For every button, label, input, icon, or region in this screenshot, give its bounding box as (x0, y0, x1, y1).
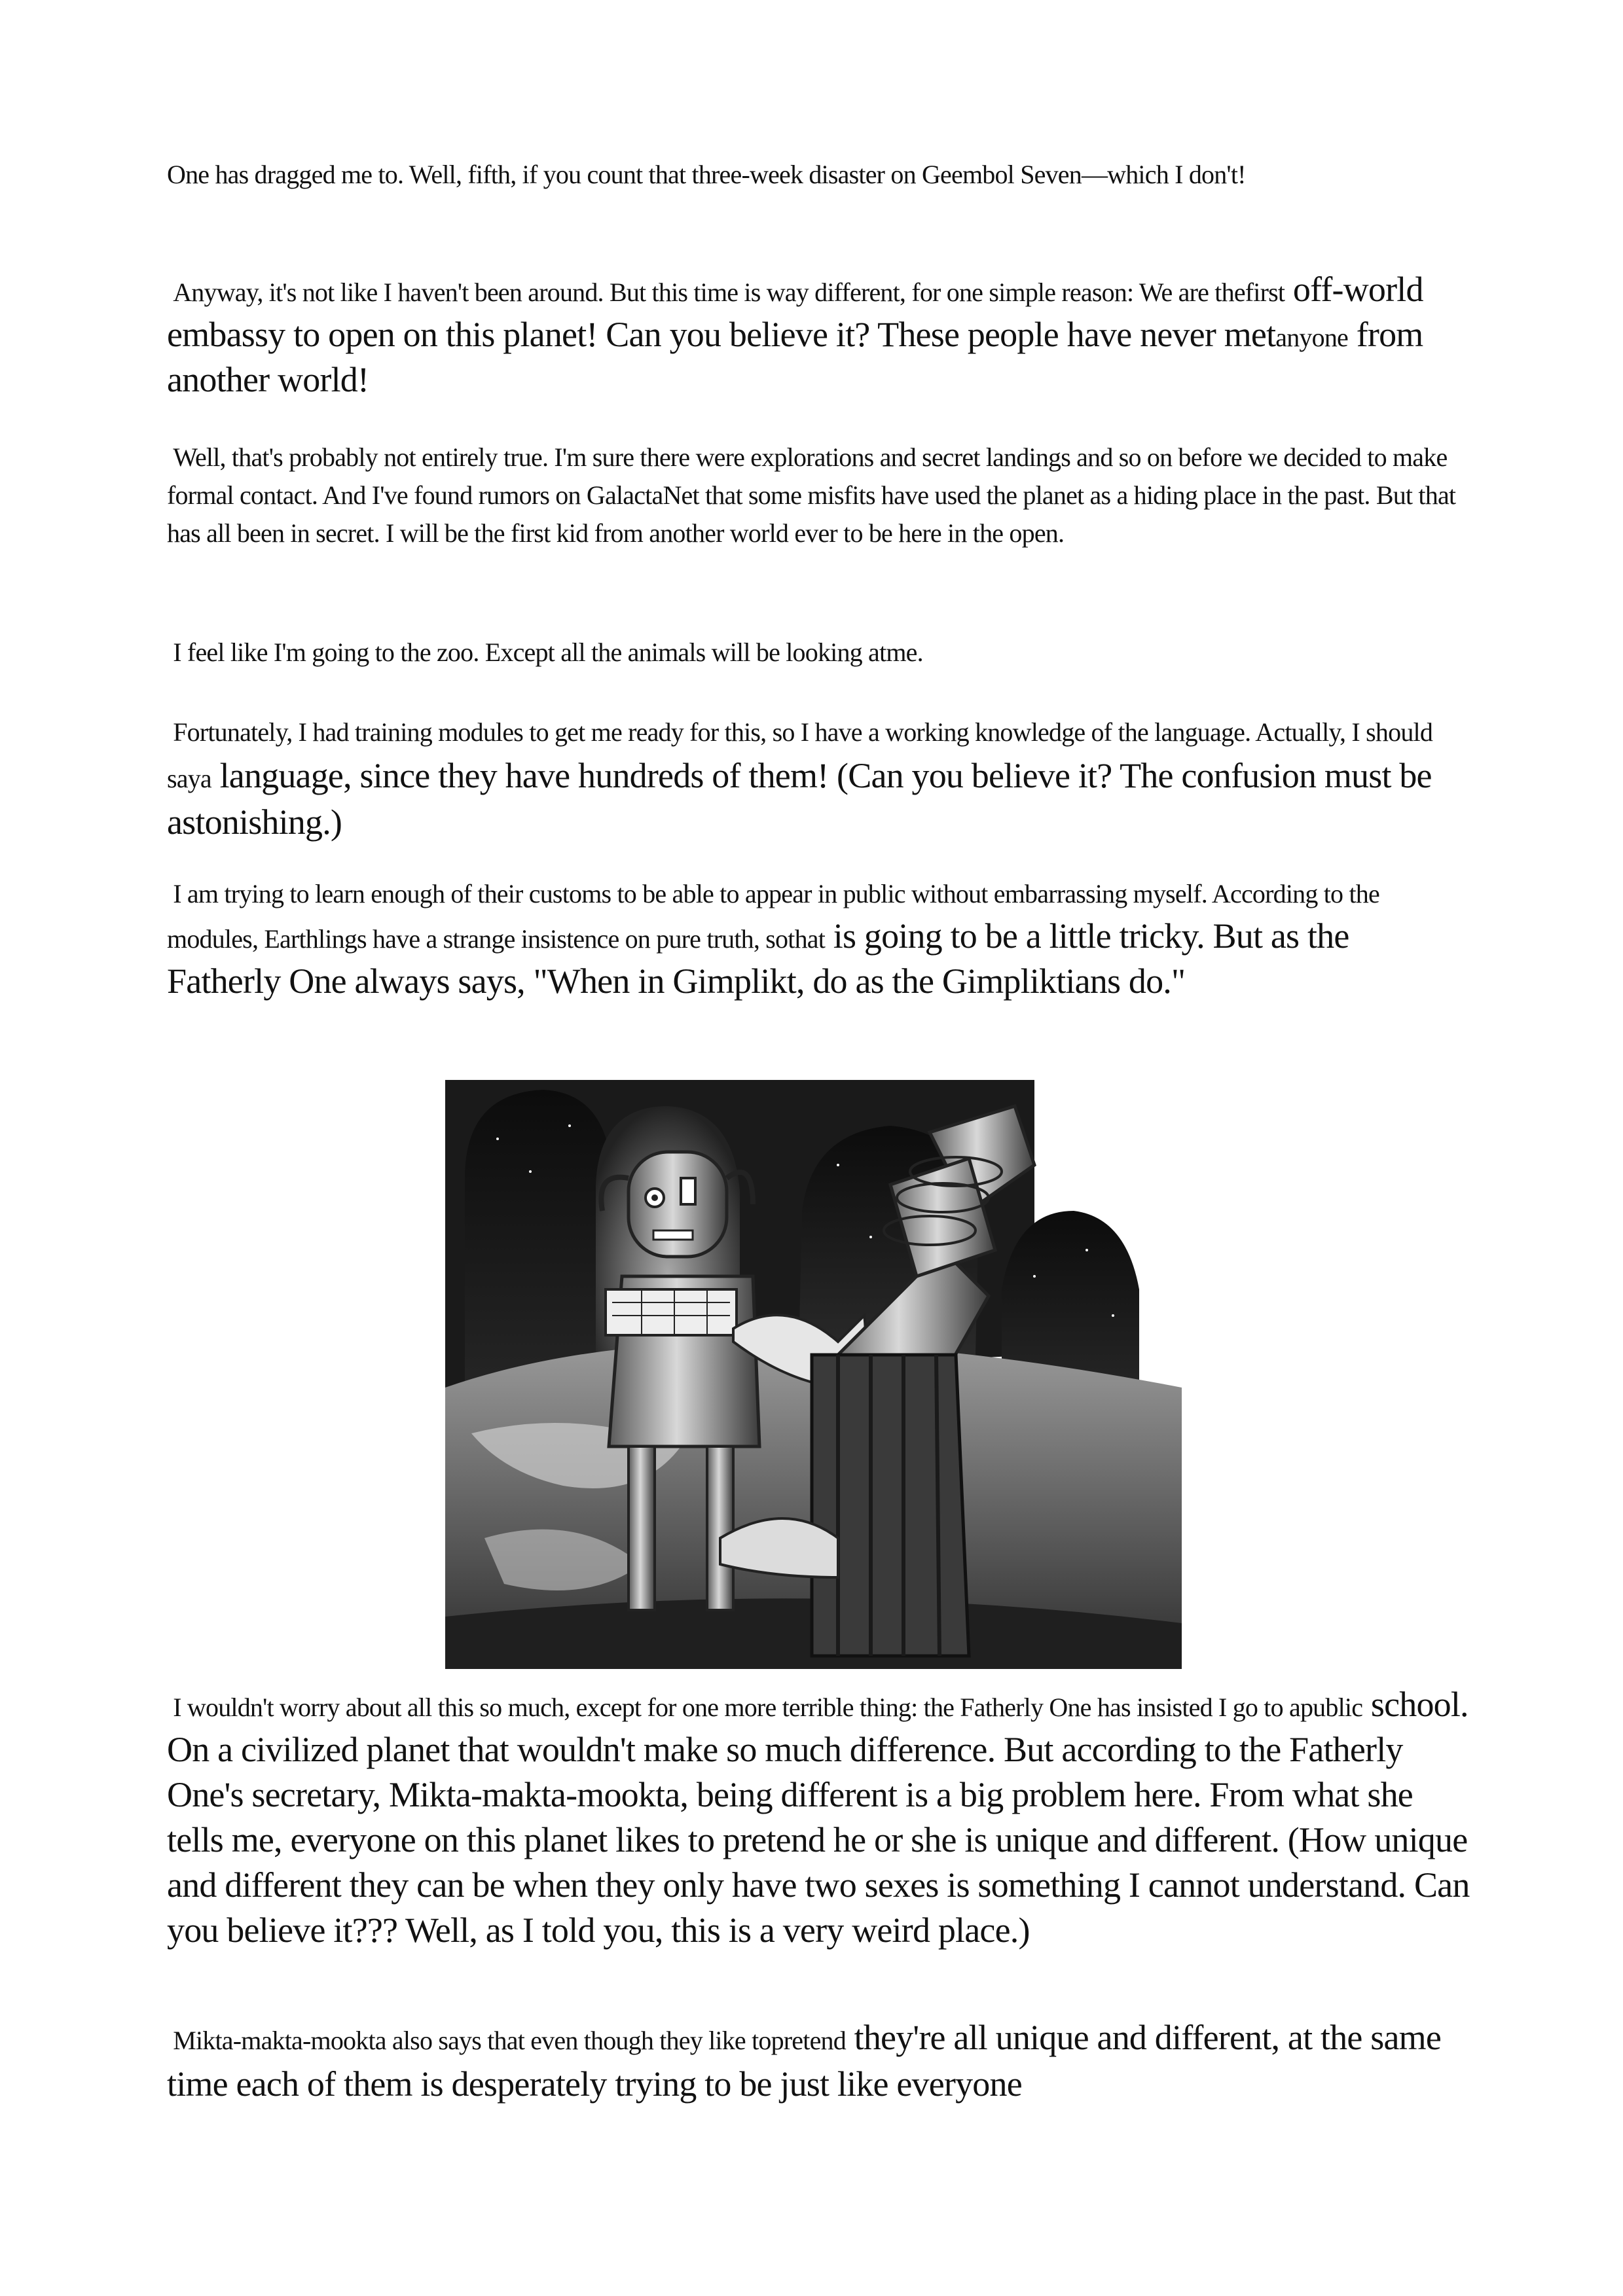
illustration-robot-typing (445, 1080, 1182, 1669)
paragraph-4-text: I feel like I'm going to the zoo. Except all the animals will be looking atme. (173, 637, 923, 667)
paragraph-8 (167, 2016, 1470, 2109)
paragraph-2-text-a: Anyway, it's not like I haven't been around. But this time is way different, for one simple reason: We are thefirst (173, 278, 1285, 307)
paragraph-2 (167, 268, 1470, 404)
paragraph-5 (167, 711, 1470, 847)
paragraph-6-text-b: is going to be a little tricky. But as the Fatherly One always says, "When in Gimplikt, do as the Gimpliktians do." (167, 916, 1349, 1001)
paragraph-5-text-b: language, since they have hundreds of them! (Can you believe it? The confusion must be astonishing.) (167, 756, 1432, 842)
paragraph-7 (167, 1683, 1470, 1954)
paragraph-3-text: Well, that's probably not entirely true. I'm sure there were explorations and secret landings and so on before we decided to make formal contact. And I've found rumors on GalactaNet that some misfits have used the planet as a hiding place in the past. But that has all been in secret. I will be the first kid from another world ever to be here in the open. (167, 442, 1456, 548)
paragraph-5-text-a: Fortunately, I had training modules to get me ready for this, so I have a working knowledge of the language. Actually, I should saya (167, 717, 1433, 793)
paragraph-2-text-c: anyone (1275, 323, 1348, 352)
paragraph-2-text-d: from another world! (167, 315, 1423, 399)
paragraph-2-text-b: off-world embassy to open on this planet! Can you believe it? These people have never met (167, 270, 1423, 354)
paragraph-4 (167, 634, 1470, 672)
paragraph-8-text-b: they're all unique and different, at the same time each of them is desperately trying to be just like everyone (167, 2018, 1442, 2104)
paragraph-1 (167, 156, 1470, 194)
paragraph-6 (167, 873, 1470, 1005)
paragraph-6-text-a: I am trying to learn enough of their customs to be able to appear in public without embarrassing myself. According to the modules, Earthlings have a strange insistence on pure truth, sothat (167, 879, 1379, 954)
paragraph-3 (167, 439, 1470, 552)
paragraph-8-text-a: Mikta-makta-mookta also says that even though they like topretend (173, 2026, 846, 2055)
paragraph-7-text-a: I wouldn't worry about all this so much, except for one more terrible thing: the Fatherly One has insisted I go to apublic (173, 1693, 1363, 1722)
paragraph-7-text-b: school. On a civilized planet that wouldn't make so much difference. But according to the Fatherly One's secretary, Mikta-makta-mookta, being different is a big problem here. From what she tells me, everyone on this planet likes to pretend he or she is unique and different. (How unique and different they can be when they only have two sexes is something I cannot understand. Can you believe it??? Well, as I told you, this is a very weird place.) (167, 1685, 1470, 1950)
paragraph-1-text: One has dragged me to. Well, fifth, if you count that three-week disaster on Geembol Seven—which I don't! (167, 160, 1246, 189)
